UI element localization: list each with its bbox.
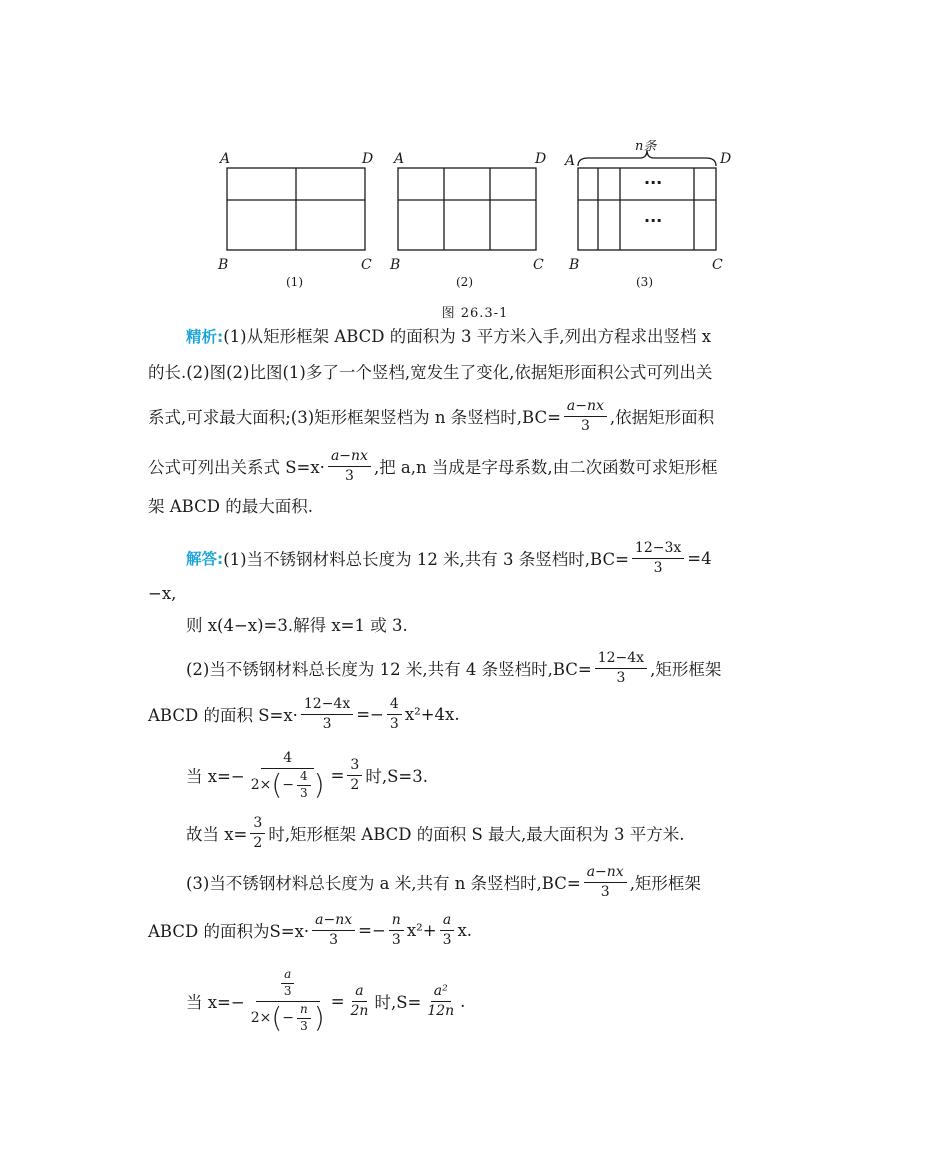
label-d-1: D: [362, 151, 374, 167]
solution-text: [148, 318, 803, 1042]
answer-line-6: 当 x=− 4 2× ( − $\frac{4}{3}$ ) = $\frac{3}{2}$ 时,S=3.: [186, 749, 428, 802]
label-c-2: C: [533, 257, 544, 273]
sub-label-2: (2): [456, 275, 473, 289]
label-a-2: A: [394, 151, 405, 167]
dots-top: ···: [644, 173, 663, 192]
label-d-2: D: [535, 151, 547, 167]
analysis-heading: 精析:: [186, 328, 224, 346]
answer-line-7: 故当 x= $\frac{3}{2}$ 时,矩形框架 ABCD 的面积 S 最大,最大面积为 3 平方米.: [186, 815, 685, 851]
label-c-3: C: [712, 257, 723, 273]
figure-26-3-1: [210, 140, 740, 300]
answer-line-9: ABCD 的面积为S=x· $\frac{a-nx}{3}$ =− $\frac{n}{3}$ x²+ $\frac{a}{3}$ x.: [148, 912, 473, 948]
analysis-line-1: 精析:(1)从矩形框架 ABCD 的面积为 3 平方米入手,列出方程求出竖档 x: [186, 327, 712, 346]
analysis-line-3: 系式,可求最大面积;(3)矩形框架竖档为 n 条竖档时,BC= $\frac{a-nx}{3}$ ,依据矩形面积: [148, 398, 715, 434]
label-b-2: B: [390, 257, 401, 273]
label-a-3: A: [565, 153, 576, 169]
label-c-1: C: [361, 257, 372, 273]
answer-line-1: 解答: (1)当不锈钢材料总长度为 12 米,共有 3 条竖档时,BC= $\frac{12-3x}{3}$ =4: [186, 540, 712, 576]
answer-line-4: (2)当不锈钢材料总长度为 12 米,共有 4 条竖档时,BC= $\frac{12-4x}{3}$ ,矩形框架: [186, 650, 722, 686]
label-b-3: B: [569, 257, 580, 273]
dots-bottom: ···: [644, 211, 663, 230]
label-d-3: D: [720, 151, 732, 167]
sub-label-1: (1): [286, 275, 303, 289]
answer-line-2: −x,: [148, 584, 177, 603]
label-a-1: A: [220, 151, 231, 167]
answer-line-10: 当 x=− $\frac{a}{3}$ 2× ( − $\frac{n}{3}$ ) = $\frac{a}{2n}$ 时,S= $\frac{\text{a²}}{12n}$ .: [186, 967, 466, 1035]
answer-line-3: 则 x(4−x)=3.解得 x=1 或 3.: [186, 616, 408, 635]
analysis-line-5: 架 ABCD 的最大面积.: [148, 497, 313, 516]
analysis-line-2: 的长.(2)图(2)比图(1)多了一个竖档,宽发生了变化,依据矩形面积公式可列出关: [148, 363, 713, 382]
answer-line-5: ABCD 的面积 S=x· $\frac{12-4x}{3}$ =− $\frac{4}{3}$ x²+4x.: [148, 696, 460, 732]
sub-label-3: (3): [636, 275, 653, 289]
figure-caption: 图 26.3-1: [441, 306, 509, 321]
brace-label: n条: [635, 140, 657, 154]
analysis-line-4: 公式可列出关系式 S=x· $\frac{a-nx}{3}$ ,把 a,n 当成是字母系数,由二次函数可求矩形框: [148, 448, 718, 484]
rectangle-frames-diagram: [210, 140, 740, 300]
label-b-1: B: [218, 257, 229, 273]
answer-line-8: (3)当不锈钢材料总长度为 a 米,共有 n 条竖档时,BC= $\frac{a-nx}{3}$ ,矩形框架: [186, 864, 701, 900]
answer-heading: 解答:: [186, 550, 224, 568]
frame-2: [398, 168, 536, 250]
